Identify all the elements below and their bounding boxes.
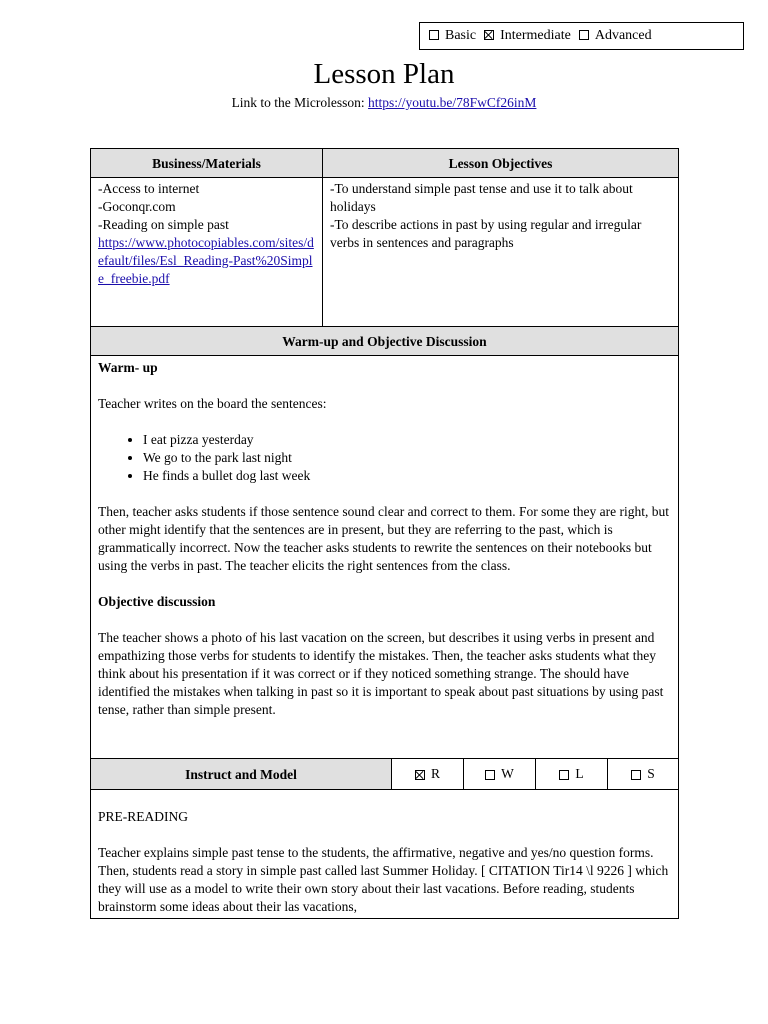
- level-advanced[interactable]: Advanced: [579, 28, 652, 44]
- advanced-checkbox-icon[interactable]: [579, 30, 589, 40]
- materials-header: Business/Materials: [152, 156, 261, 171]
- warmup-paragraph: Then, teacher asks students if those sentence sound clear and correct to them. For some they are right, but other might identify that the sentences are in present, but they are referring to the past, which is grammatically incorrect. Now the teacher asks students to rewrite the sentences on their notebooks but using the verbs in past. The teacher elicits the right sentences from the class.: [98, 504, 669, 573]
- objectives-header: Lesson Objectives: [322, 149, 678, 177]
- level-intermediate[interactable]: Intermediate: [484, 28, 571, 44]
- microlesson-label: Link to the Microlesson:: [231, 95, 369, 110]
- proficiency-level-selector: [419, 22, 744, 50]
- writing-checkbox-icon[interactable]: [485, 770, 495, 780]
- objective-item: -To describe actions in past by using regular and irregular verbs in sentences and paragraphs: [330, 217, 642, 250]
- basic-checkbox-icon[interactable]: [429, 30, 439, 40]
- list-item: • I eat pizza yesterday: [143, 431, 671, 449]
- page-title: Lesson Plan: [313, 58, 455, 90]
- warmup-section-header: Warm-up and Objective Discussion: [282, 334, 487, 349]
- microlesson-line: [0, 95, 768, 111]
- prereading-paragraph: Teacher explains simple past tense to the students, the affirmative, negative and yes/no question forms. Then, students read a story in simple past called last Summer Holiday. [ CITATION Tir14 \l 9226 ] which they will use as a model to write their own story about their last vacations. Before reading, students brainstorm some ideas about their las vacations,: [98, 845, 669, 914]
- materials-item: -Goconqr.com: [98, 199, 176, 214]
- warmup-title: Warm- up: [98, 360, 158, 375]
- materials-objectives-row: [91, 178, 678, 327]
- warmup-section-header-row: [91, 327, 678, 356]
- instruct-model-header-row: [91, 759, 678, 790]
- skill-listening[interactable]: L: [535, 759, 607, 789]
- objective-item: -To understand simple past tense and use it to talk about holidays: [330, 181, 633, 214]
- materials-cell: [91, 178, 322, 326]
- lesson-plan-table: [90, 148, 679, 919]
- skill-reading[interactable]: R: [391, 759, 463, 789]
- listening-checkbox-icon[interactable]: [559, 770, 569, 780]
- speaking-checkbox-icon[interactable]: [631, 770, 641, 780]
- materials-item: -Access to internet: [98, 181, 200, 196]
- table-header-row: [91, 149, 678, 178]
- objective-discussion-title: Objective discussion: [98, 594, 216, 609]
- warmup-sentence-list: [98, 431, 671, 485]
- warmup-content-row: [91, 356, 678, 759]
- intermediate-checked-checkbox-icon[interactable]: [484, 30, 494, 40]
- reading-link[interactable]: https://www.photocopiables.com/sites/default/files/Esl_Reading-Past%20Simple_freebie.pdf: [98, 235, 314, 286]
- warmup-content: [91, 356, 678, 758]
- skill-writing[interactable]: W: [463, 759, 535, 789]
- prereading-title: PRE-READING: [98, 809, 188, 824]
- microlesson-link[interactable]: https://youtu.be/78FwCf26inM: [368, 95, 537, 110]
- list-item: • We go to the park last night: [143, 449, 671, 467]
- list-item: • He finds a bullet dog last week: [143, 467, 671, 485]
- warmup-intro: Teacher writes on the board the sentences:: [98, 396, 327, 411]
- prereading-content: [91, 790, 678, 918]
- materials-item: -Reading on simple past: [98, 217, 229, 232]
- objective-discussion-paragraph: The teacher shows a photo of his last vacation on the screen, but describes it using verbs in present and empathizing those verbs for students to identify the mistakes. Then, the teacher asks students what they think about his presentation if it was correct or if they noticed something strange. The should have identified the mistakes when talking in past so it is important to speak about past situations by using past tense, rather than simple present.: [98, 630, 664, 717]
- reading-checked-checkbox-icon[interactable]: [415, 770, 425, 780]
- instruct-model-header: Instruct and Model: [185, 767, 297, 782]
- skill-speaking[interactable]: S: [607, 759, 678, 789]
- prereading-row: [91, 790, 678, 918]
- objectives-cell: [322, 178, 678, 326]
- level-basic[interactable]: Basic: [429, 28, 476, 44]
